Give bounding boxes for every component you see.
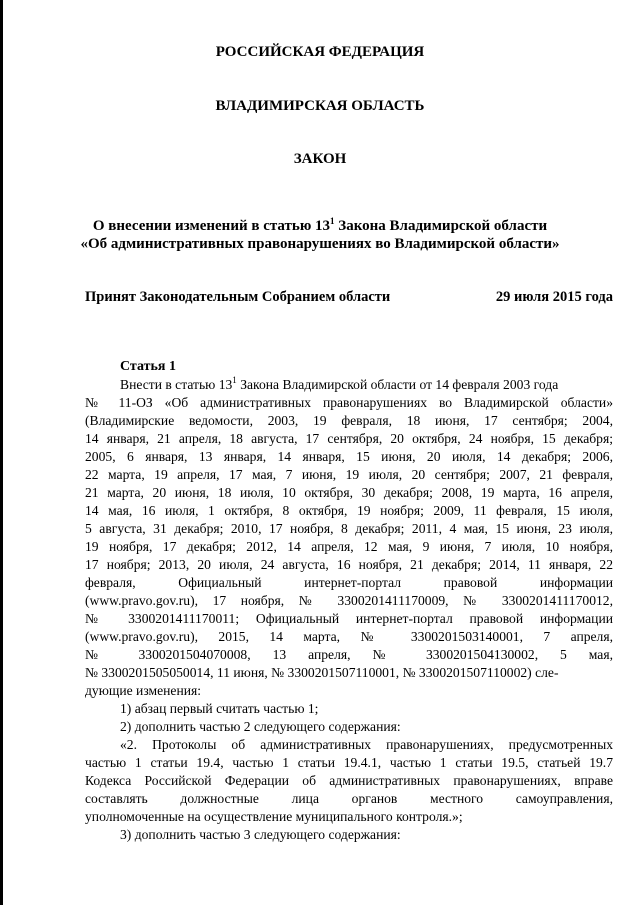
title-line-2: «Об административных правонарушениях во Владимирской области» [80, 236, 560, 252]
item-2: 2) дополнить частью 2 следующего содержания: [120, 719, 401, 734]
body-line: 17 ноября; 2013, 20 июля, 24 августа, 16 ноября, 21 декабря; 2014, 11 января, 22 [85, 557, 613, 572]
body-line: 5 августа, 31 декабря; 2010, 17 ноября, 8 декабря; 2011, 4 мая, 15 июня, 23 июля, [85, 521, 613, 536]
body-line: февраля, Официальный интернет-портал правовой информации [85, 575, 613, 590]
body-line: (Владимирские ведомости, 2003, 19 февраля, 18 июня, 17 сентября; 2004, [85, 413, 613, 428]
body-line: 14 мая, 16 июля, 1 октября, 8 октября, 19 ноября; 2009, 11 февраля, 15 июля, [85, 503, 613, 518]
scan-edge [0, 0, 3, 905]
title-line-1: О внесении изменений в статью $13^1$ Закона Владимирской области [92, 216, 548, 234]
adoption-line [85, 289, 613, 306]
changes-intro: дующие изменения: [85, 683, 202, 698]
quote-line: частью 1 статьи 19.4, частью 1 статьи 19.4.1, частью 1 статьи 19.5, статьей 19.7 [85, 755, 613, 770]
item-1: 1) абзац первый считать частью 1; [120, 701, 319, 716]
body-line: 2005, 6 января, 13 января, 14 января, 15 июня, 20 июля, 14 декабря; 2006, [85, 449, 613, 464]
article-heading: Статья 1 [120, 359, 176, 374]
body-line: (www.pravo.gov.ru), 17 ноября, № 3300201411170009, № 3300201411170012, [85, 593, 613, 608]
header-country: РОССИЙСКАЯ ФЕДЕРАЦИЯ [215, 44, 425, 60]
quote-line-last: уполномоченные на осуществление муниципального контроля.»; [85, 809, 463, 824]
intro-line: Внести в статью $13^1$ Закона Владимирской области от 14 февраля 2003 года [120, 375, 559, 392]
header-doc-type: ЗАКОН [293, 151, 347, 167]
body-line: 19 ноября, 17 декабря; 2012, 14 апреля, 12 мая, 9 июня, 7 июля, 10 ноября, [85, 539, 613, 554]
article-body [85, 376, 613, 844]
body-line-last: № 3300201505050014, 11 июня, № 3300201507110001, № 3300201507110002) сле- [85, 665, 559, 680]
adoption-date: 29 июля 2015 года [495, 289, 613, 305]
body-line: 22 марта, 19 апреля, 17 мая, 7 июня, 19 июля, 20 сентября; 2007, 21 февраля, [85, 467, 613, 482]
body-line: № 11-ОЗ «Об административных правонарушениях во Владимирской области» [85, 395, 613, 410]
body-line: 14 января, 21 апреля, 18 августа, 17 сентября, 20 октября, 24 ноября, 15 декабря; [85, 431, 613, 446]
body-line: № 3300201504070008, 13 апреля, № 3300201504130002, 5 мая, [85, 647, 613, 662]
body-line: № 3300201411170011; Официальный интернет-портал правовой информации [85, 611, 613, 626]
adopted-by: Принят Законодательным Собранием области [85, 289, 391, 305]
item-3: 3) дополнить частью 3 следующего содержания: [120, 827, 401, 842]
quote-line: «2. Протоколы об административных правонарушениях, предусмотренных [120, 737, 613, 752]
body-line: 21 марта, 20 июня, 18 июля, 10 октября, 30 декабря; 2008, 19 марта, 16 апреля, [85, 485, 613, 500]
quote-line: Кодекса Российской Федерации об административных правонарушениях, вправе [85, 773, 613, 788]
header-region: ВЛАДИМИРСКАЯ ОБЛАСТЬ [215, 98, 425, 114]
quote-line: составлять должностные лица органов местного самоуправления, [85, 791, 613, 806]
body-line: (www.pravo.gov.ru), 2015, 14 марта, № 3300201503140001, 7 апреля, [85, 629, 613, 644]
